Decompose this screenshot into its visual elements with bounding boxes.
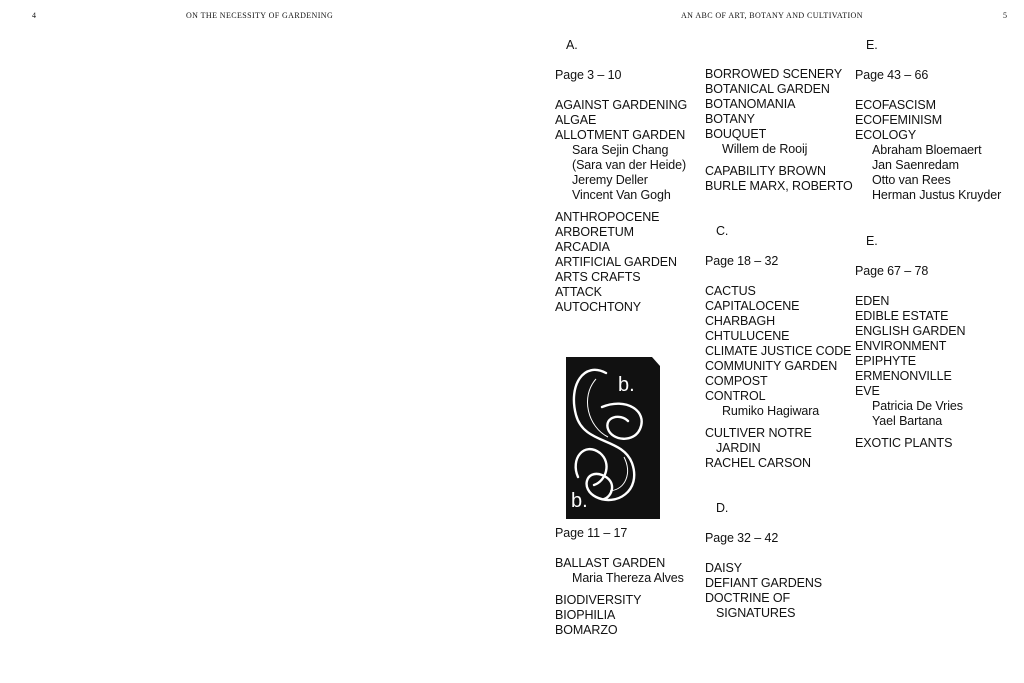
index-term: BIODIVERSITY (555, 593, 642, 607)
index-term: AUTOCHTONY (555, 300, 642, 314)
index-term: ATTACK (555, 285, 602, 299)
index-column-1-lower (555, 526, 684, 638)
logo-letter-top: b. (618, 374, 635, 396)
index-term: ECOFEMINISM (855, 113, 943, 127)
index-term: BORROWED SCENERY (705, 67, 843, 81)
artist-name: Abraham Bloemaert (872, 143, 982, 157)
index-term: BOTANY (705, 112, 755, 126)
index-term: BOTANICAL GARDEN (705, 82, 830, 96)
index-term: COMMUNITY GARDEN (705, 359, 838, 373)
index-term: ECOLOGY (855, 128, 917, 142)
index-term: CAPITALOCENE (705, 299, 800, 313)
index-term: EPIPHYTE (855, 354, 917, 368)
artist-name: Vincent Van Gogh (572, 188, 671, 202)
index-term: ECOFASCISM (855, 98, 936, 112)
page-range-a: Page 3 – 10 (555, 68, 622, 82)
artist-name: Patricia De Vries (872, 399, 963, 413)
right-running-title: AN ABC OF ART, BOTANY AND CULTIVATION (681, 11, 863, 20)
index-term: DEFIANT GARDENS (705, 576, 823, 590)
index-term: CLIMATE JUSTICE CODE (705, 344, 852, 358)
section-heading-c: C. (716, 224, 729, 238)
index-term: BALLAST GARDEN (555, 556, 666, 570)
index-term: ANTHROPOCENE (555, 210, 660, 224)
artist-name: Rumiko Hagiwara (722, 404, 820, 418)
section-b-logo (566, 357, 660, 519)
index-term: RACHEL CARSON (705, 456, 811, 470)
index-term: ARTIFICIAL GARDEN (555, 255, 677, 269)
index-term: BIOPHILIA (555, 608, 616, 622)
page-range-c: Page 18 – 32 (705, 254, 779, 268)
index-term: ARTS CRAFTS (555, 270, 641, 284)
section-heading-e: E. (866, 38, 878, 52)
section-heading-a: A. (566, 38, 578, 52)
page-range-b: Page 11 – 17 (555, 526, 628, 540)
artist-name: Maria Thereza Alves (572, 571, 684, 585)
index-term: BURLE MARX, ROBERTO (705, 179, 853, 193)
page-range-d: Page 32 – 42 (705, 531, 779, 545)
index-column-2 (705, 67, 853, 621)
section-heading-d: D. (716, 501, 729, 515)
index-term: ALLOTMENT GARDEN (555, 128, 686, 142)
left-running-title: ON THE NECESSITY OF GARDENING (186, 11, 334, 20)
artist-name: Yael Bartana (872, 414, 943, 428)
index-term: ENGLISH GARDEN (855, 324, 966, 338)
index-term: ARCADIA (555, 240, 610, 254)
index-term: COMPOST (705, 374, 768, 388)
index-term: ERMENONVILLE (855, 369, 952, 383)
index-term: ARBORETUM (555, 225, 634, 239)
index-term: CONTROL (705, 389, 766, 403)
index-term: EVE (855, 384, 880, 398)
page-range-e-second: Page 67 – 78 (855, 264, 929, 278)
index-term: EDIBLE ESTATE (855, 309, 949, 323)
index-column-3 (855, 38, 1001, 451)
index-term: AGAINST GARDENING (555, 98, 688, 112)
page-range-e: Page 43 – 66 (855, 68, 929, 82)
index-term: CACTUS (705, 284, 756, 298)
index-term: DAISY (705, 561, 743, 575)
index-column-1 (555, 38, 687, 315)
index-term: EXOTIC PLANTS (855, 436, 953, 450)
left-page-number: 4 (32, 11, 37, 20)
section-heading-e-second: E. (866, 234, 878, 248)
index-term: CULTIVER NOTRE (705, 426, 812, 440)
logo-letter-bottom: b. (571, 490, 588, 512)
index-term: BOTANOMANIA (705, 97, 796, 111)
artist-name: Sara Sejin Chang (572, 143, 669, 157)
index-term: ENVIRONMENT (855, 339, 947, 353)
artist-name: Willem de Rooij (722, 142, 808, 156)
artist-name: (Sara van der Heide) (572, 158, 687, 172)
index-term: CAPABILITY BROWN (705, 164, 826, 178)
index-term: CHTULUCENE (705, 329, 790, 343)
artist-name: Jan Saenredam (872, 158, 959, 172)
index-term: BOMARZO (555, 623, 618, 637)
artist-name: Jeremy Deller (572, 173, 648, 187)
right-page-number: 5 (1003, 11, 1008, 20)
index-term: ALGAE (555, 113, 597, 127)
index-term: DOCTRINE OF (705, 591, 791, 605)
index-term: EDEN (855, 294, 890, 308)
artist-name: Herman Justus Kruyder (872, 188, 1002, 202)
index-term-continued: JARDIN (716, 441, 761, 455)
artist-name: Otto van Rees (872, 173, 951, 187)
index-term: CHARBAGH (705, 314, 776, 328)
index-term-continued: SIGNATURES (716, 606, 796, 620)
index-term: BOUQUET (705, 127, 767, 141)
